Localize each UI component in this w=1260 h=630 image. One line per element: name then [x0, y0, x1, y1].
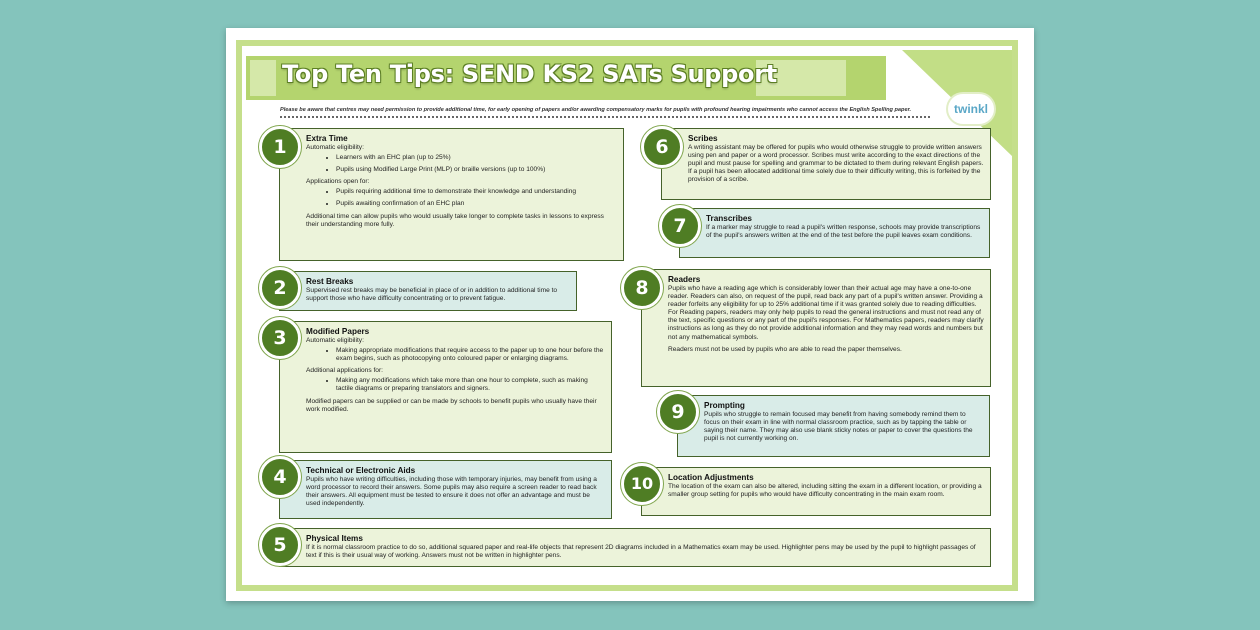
- dotted-divider: [280, 116, 930, 118]
- tip-8-body: Pupils who have a reading age which is considerably lower than their actual age may have a one-to-one reader. Readers can also, on request of the pupil, read back any part of a pupil's written answer. Providing a reader forfeits any eligibility for up to 25% additional time if it was granted solely due to reading difficulties. For Reading papers, readers may only help pupils to read the general instructions and must not read any of the text, specific questions or any part of the pupil's responses. For Mathematics papers, readers may clarify instructions as long as they do not provide additional information and they may read words and numbers but not any mathematical symbols.: [668, 285, 984, 341]
- tip-2-number-badge: 2: [259, 267, 301, 309]
- tip-4-body: Pupils who have writing difficulties, including those with temporary injuries, may benefit from using a word processor to record their answers. Some pupils may also require a screen reader to read back their answers. All equipment must be tested to ensure it does not offer an advantage and must be used independently.: [306, 476, 597, 508]
- list-item: • Pupils using Modified Large Print (MLP) or braille versions (up to 100%): [336, 166, 617, 174]
- tip-8-title: Readers: [668, 275, 701, 284]
- tip-5-box: [279, 528, 991, 567]
- page-title: Top Ten Tips: SEND KS2 SATs Support: [282, 60, 777, 88]
- tip-9-box: [677, 395, 990, 457]
- tip-5-number-badge: 5: [259, 524, 301, 566]
- tip-7-number-badge: 7: [659, 205, 701, 247]
- tip-3-auto-label: Automatic eligibility:: [306, 337, 364, 344]
- tip-8-closing: Readers must not be used by pupils who are able to read the paper themselves.: [668, 345, 902, 353]
- tip-4-title: Technical or Electronic Aids: [306, 466, 416, 475]
- tip-8-box: [641, 269, 991, 387]
- tip-6-number-badge: 6: [641, 126, 683, 168]
- tip-3-closing: Modified papers can be supplied or can be made by schools to benefit pupils who usually have their work modified.: [306, 397, 597, 413]
- list-item: • Making appropriate modifications that require access to the paper up to one hour before the exam begins, such as photocopying onto coloured paper or enlarging diagrams.: [336, 347, 605, 363]
- tip-1-auto-label: Automatic eligibility:: [306, 144, 364, 151]
- tip-9-number-badge: 9: [657, 391, 699, 433]
- list-item: • Pupils awaiting confirmation of an EHC plan: [336, 200, 617, 208]
- tip-1-number-badge: 1: [259, 126, 301, 168]
- tip-5-title: Physical Items: [306, 534, 363, 543]
- tip-2-box: [279, 271, 577, 311]
- tip-7-box: [679, 208, 990, 258]
- tip-2-title: Rest Breaks: [306, 277, 354, 286]
- tip-8-number-badge: 8: [621, 267, 663, 309]
- tip-10-box: [641, 467, 991, 516]
- tip-1-apps-list: [306, 188, 617, 208]
- tip-4-box: [279, 460, 612, 519]
- tip-2-body: Supervised rest breaks may be beneficial in place of or in addition to additional time to support those who have difficulty concentrating or to prevent fatigue.: [306, 287, 558, 303]
- tip-9-title: Prompting: [704, 401, 745, 410]
- tip-7-body: If a marker may struggle to read a pupil's written response, schools may provide transcriptions of the pupil's answers written at the end of the test before the pupil leaves exam conditions.: [706, 224, 981, 240]
- tip-3-apps-label: Additional applications for:: [306, 367, 383, 375]
- tip-10-number-badge: 10: [621, 463, 663, 505]
- tip-3-apps-list: [306, 377, 605, 393]
- intro-note: Please be aware that centres may need permission to provide additional time, for early opening of papers and/or awarding compensatory marks for pupils with profound hearing impairments who cannot access the English Spelling paper.: [280, 107, 911, 113]
- list-item: • Learners with an EHC plan (up to 25%): [336, 154, 617, 162]
- tip-7-title: Transcribes: [706, 214, 752, 223]
- tip-6-body: A writing assistant may be offered for pupils who would otherwise struggle to provide written answers using pen and paper or a word processor. Scribes must write according to the exact directions of the pupil and must pause for spelling and grammar to be dictated to them during relevant English papers. If a pupil has been allocated additional time solely due to their difficulty writing, this is forfeited by the provision of a scribe.: [688, 144, 984, 184]
- tip-1-title: Extra Time: [306, 134, 348, 143]
- tip-1-closing: Additional time can allow pupils who would usually take longer to complete tasks in lessons to express their understanding more fully.: [306, 212, 604, 228]
- tip-1-auto-list: [306, 154, 617, 174]
- twinkl-logo: [948, 94, 994, 124]
- tip-3-box: [279, 321, 612, 453]
- tip-4-number-badge: 4: [259, 456, 301, 498]
- tip-10-body: The location of the exam can also be altered, including sitting the exam in a different location, or providing a smaller group setting for pupils who would have difficulty concentrating in the main exam room.: [668, 483, 982, 499]
- tip-1-apps-label: Applications open for:: [306, 178, 370, 186]
- tip-10-title: Location Adjustments: [668, 473, 754, 482]
- logo-text: twinkl: [953, 102, 988, 116]
- tip-5-body: If it is normal classroom practice to do so, additional squared paper and real-life objects that represent 2D diagrams included in a Mathematics exam may be used. Highlighter pens may be used by the pupil to highlight passages of text if this is their usual way of working. Answers must not be written in highlighter pens.: [306, 544, 976, 560]
- tip-3-title: Modified Papers: [306, 327, 370, 336]
- tip-6-box: [661, 128, 991, 200]
- poster-header: [246, 50, 1012, 106]
- list-item: • Making any modifications which take more than one hour to complete, such as making tactile diagrams or preparing translators and signers.: [336, 377, 605, 393]
- tip-3-number-badge: 3: [259, 317, 301, 359]
- list-item: • Pupils requiring additional time to demonstrate their knowledge and understanding: [336, 188, 617, 196]
- tip-1-box: [279, 128, 624, 261]
- tip-6-title: Scribes: [688, 134, 718, 143]
- tip-3-auto-list: [306, 347, 605, 363]
- tip-9-body: Pupils who struggle to remain focused may benefit from having somebody remind them to focus on their exam in line with normal classroom practice, such as by tapping the table or saying their name. They may also use blank sticky notes or paper to cover the questions the pupil is not currently working on.: [704, 411, 973, 443]
- header-accent-left: [250, 60, 276, 96]
